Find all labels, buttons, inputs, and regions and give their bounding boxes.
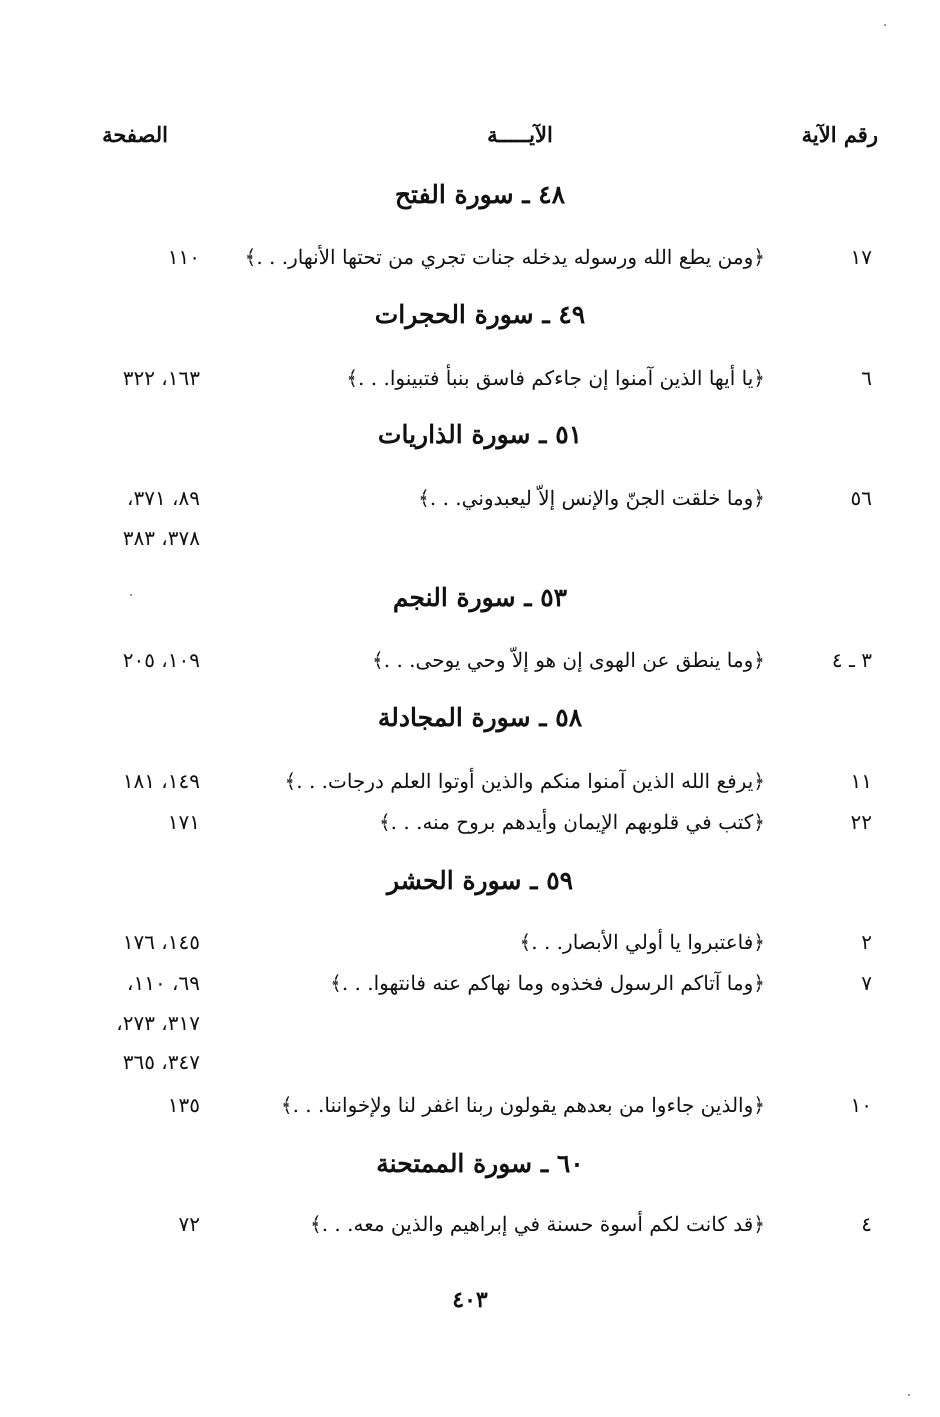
page-refs: ١٦٣، ٣٢٢ [122, 366, 200, 390]
verse-number: ٤ [861, 1212, 872, 1236]
page-refs: ١٤٩، ١٨١ [122, 769, 200, 793]
page-refs: ١٠٩، ٢٠٥ [122, 648, 200, 672]
page-refs: ٣٧٨، ٣٨٣ [122, 526, 200, 550]
page-refs: ١٤٥، ١٧٦ [122, 930, 200, 954]
verse-text: ﴿ومن يطع الله ورسوله يدخله جنات تجري من تحتها الأنهار. . .﴾ [244, 245, 765, 269]
page-refs: ٨٩، ٣٧١، [127, 486, 200, 510]
page-refs: ٣١٧، ٢٧٣، [116, 1011, 200, 1035]
verse-number: ٢٢ [850, 810, 872, 834]
page-refs: ٧٢ [178, 1212, 200, 1236]
scan-speck [884, 24, 886, 26]
header-page: الصفحة [102, 122, 168, 147]
verse-number: ٦ [861, 366, 872, 390]
verse-text: ﴿وما ينطق عن الهوى إن هو إلاّ وحي يوحى. . .﴾ [372, 648, 765, 672]
scan-speck [130, 594, 132, 596]
verse-text: ﴿فاعتبروا يا أولي الأبصار. . .﴾ [519, 930, 765, 954]
verse-number: ١٧ [850, 245, 872, 269]
page-refs: ٣٤٧، ٣٦٥ [122, 1050, 200, 1074]
page-refs: ٦٩، ١١٠، [127, 971, 200, 995]
verse-number: ٣ ـ ٤ [831, 648, 872, 672]
page-refs: ١٣٥ [167, 1093, 200, 1117]
page-number: ٤٠٣ [452, 1287, 488, 1313]
verse-number: ١١ [850, 769, 872, 793]
verse-text: ﴿يرفع الله الذين آمنوا منكم والذين أوتوا العلم درجات. . .﴾ [284, 769, 765, 793]
page-refs: ١٧١ [167, 810, 200, 834]
page-refs: ١١٠ [167, 245, 200, 269]
verse-number: ٢ [861, 930, 872, 954]
verse-number: ٥٦ [850, 486, 872, 510]
verse-text: ﴿يا أيها الذين آمنوا إن جاءكم فاسق بنبأ فتبينوا. . .﴾ [346, 366, 765, 390]
surah-title: ٥٣ ـ سورة النجم [392, 583, 568, 612]
surah-title: ٥٩ ـ سورة الحشر [386, 866, 574, 895]
surah-title: ٥٨ ـ سورة المجادلة [377, 703, 583, 732]
verse-text: ﴿وما خلقت الجنّ والإنس إلاّ ليعبدوني. . .﴾ [418, 486, 765, 510]
verse-text: ﴿والذين جاءوا من بعدهم يقولون ربنا اغفر لنا ولإخواننا. . .﴾ [280, 1093, 765, 1117]
surah-title: ٤٩ ـ سورة الحجرات [374, 300, 586, 329]
surah-title: ٤٨ ـ سورة الفتح [394, 180, 566, 209]
verse-text: ﴿وما آتاكم الرسول فخذوه وما نهاكم عنه فانتهوا. . .﴾ [330, 971, 765, 995]
scan-speck [908, 1394, 910, 1396]
verse-text: ﴿كتب في قلوبهم الإيمان وأيدهم بروح منه. . .﴾ [378, 810, 765, 834]
verse-number: ١٠ [850, 1093, 872, 1117]
surah-title: ٦٠ ـ سورة الممتحنة [376, 1149, 584, 1178]
surah-title: ٥١ ـ سورة الذاريات [377, 420, 583, 449]
verse-text: ﴿قد كانت لكم أسوة حسنة في إبراهيم والذين معه. . .﴾ [309, 1212, 765, 1236]
header-verse-number: رقم الآية [801, 122, 878, 147]
header-verse: الآيـــــة [487, 122, 553, 147]
verse-number: ٧ [861, 971, 872, 995]
